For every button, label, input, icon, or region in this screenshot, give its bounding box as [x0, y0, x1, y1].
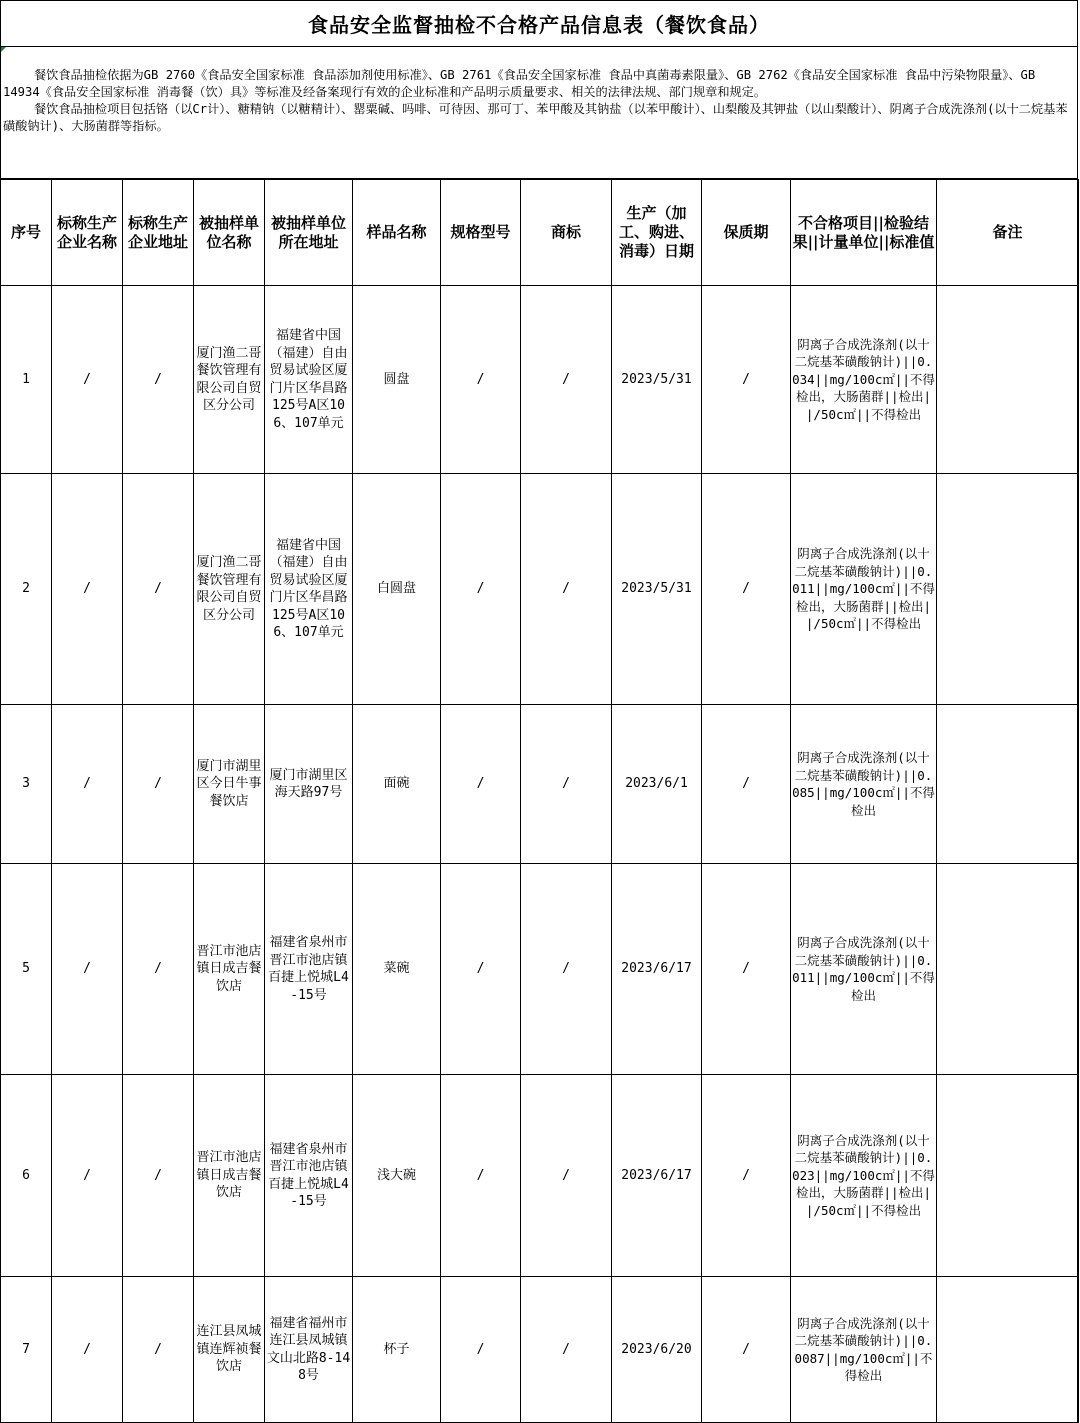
cell-remark — [937, 705, 1079, 864]
cell-no: 7 — [1, 1277, 52, 1423]
cell-unit-addr: 厦门市湖里区海天路97号 — [265, 705, 353, 864]
cell-remark — [937, 1075, 1079, 1277]
cell-unit-name: 晋江市池店镇日成吉餐饮店 — [194, 864, 265, 1075]
header-cell: 标称生产企业名称 — [52, 180, 123, 286]
cell-mfr-addr: / — [123, 1075, 194, 1277]
cell-remark — [937, 1277, 1079, 1423]
cell-result: 阴离子合成洗涤剂(以十二烷基苯磺酸钠计)||0.011||mg/100c㎡||不得检出 — [791, 864, 937, 1075]
header-cell: 被抽样单位名称 — [194, 180, 265, 286]
note-paragraph: 餐饮食品抽检依据为GB 2760《食品安全国家标准 食品添加剂使用标准》、GB 2761《食品安全国家标准 食品中真菌毒素限量》、GB 2762《食品安全国家标准 食品中污染物限量》、GB 14934《食品安全国家标准 消毒餐（饮）具》等标准及经备案现行有效的企业标准和产品明示质量要求、相关的法律法规、部门规章和规定。 — [3, 68, 1036, 99]
cell-mfr-name: / — [52, 474, 123, 705]
cell-no: 5 — [1, 864, 52, 1075]
header-cell: 标称生产企业地址 — [123, 180, 194, 286]
cell-result: 阴离子合成洗涤剂(以十二烷基苯磺酸钠计)||0.085||mg/100c㎡||不得检出 — [791, 705, 937, 864]
header-cell: 不合格项目||检验结果||计量单位||标准值 — [791, 180, 937, 286]
cell-spec: / — [441, 1277, 521, 1423]
cell-no: 6 — [1, 1075, 52, 1277]
cell-spec: / — [441, 705, 521, 864]
cell-mfr-name: / — [52, 705, 123, 864]
cell-date: 2023/5/31 — [612, 286, 702, 474]
cell-unit-name: 厦门渔二哥餐饮管理有限公司自贸区分公司 — [194, 474, 265, 705]
cell-date: 2023/6/1 — [612, 705, 702, 864]
table-row — [1, 1277, 1079, 1423]
cell-no: 1 — [1, 286, 52, 474]
header-cell: 保质期 — [702, 180, 791, 286]
cell-shelf: / — [702, 864, 791, 1075]
header-cell: 序号 — [1, 180, 52, 286]
cell-shelf: / — [702, 705, 791, 864]
cell-shelf: / — [702, 1075, 791, 1277]
cell-spec: / — [441, 474, 521, 705]
cell-date: 2023/6/17 — [612, 864, 702, 1075]
cell-sample: 杯子 — [353, 1277, 441, 1423]
cell-unit-name: 厦门市湖里区今日牛事餐饮店 — [194, 705, 265, 864]
cell-sample: 白圆盘 — [353, 474, 441, 705]
cell-brand: / — [521, 1277, 612, 1423]
header-cell: 备注 — [937, 180, 1079, 286]
header-cell: 商标 — [521, 180, 612, 286]
notes-block — [1, 47, 1077, 179]
cell-date: 2023/6/20 — [612, 1277, 702, 1423]
results-table — [0, 179, 1079, 1423]
cell-brand: / — [521, 864, 612, 1075]
table-row — [1, 474, 1079, 705]
table-row — [1, 286, 1079, 474]
cell-mfr-name: / — [52, 864, 123, 1075]
cell-date: 2023/5/31 — [612, 474, 702, 705]
cell-unit-addr: 福建省泉州市晋江市池店镇百捷上悦城L4-15号 — [265, 1075, 353, 1277]
cell-brand: / — [521, 705, 612, 864]
cell-result: 阴离子合成洗涤剂(以十二烷基苯磺酸钠计)||0.023||mg/100c㎡||不得检出，大肠菌群||检出||/50c㎡||不得检出 — [791, 1075, 937, 1277]
cell-brand: / — [521, 286, 612, 474]
cell-no: 3 — [1, 705, 52, 864]
cell-spec: / — [441, 1075, 521, 1277]
header-cell: 被抽样单位所在地址 — [265, 180, 353, 286]
cell-mfr-addr: / — [123, 705, 194, 864]
cell-sample: 圆盘 — [353, 286, 441, 474]
cell-result: 阴离子合成洗涤剂(以十二烷基苯磺酸钠计)||0.034||mg/100c㎡||不得检出，大肠菌群||检出||/50c㎡||不得检出 — [791, 286, 937, 474]
cell-mfr-addr: / — [123, 474, 194, 705]
cell-unit-name: 晋江市池店镇日成吉餐饮店 — [194, 1075, 265, 1277]
cell-mfr-addr: / — [123, 1277, 194, 1423]
cell-mfr-name: / — [52, 1277, 123, 1423]
cell-unit-addr: 福建省中国（福建）自由贸易试验区厦门片区华昌路125号A区106、107单元 — [265, 286, 353, 474]
cell-shelf: / — [702, 1277, 791, 1423]
cell-mfr-addr: / — [123, 864, 194, 1075]
cell-mfr-name: / — [52, 1075, 123, 1277]
cell-unit-addr: 福建省中国（福建）自由贸易试验区厦门片区华昌路125号A区106、107单元 — [265, 474, 353, 705]
table-header-row — [1, 180, 1079, 286]
cell-date: 2023/6/17 — [612, 1075, 702, 1277]
table-row — [1, 705, 1079, 864]
cell-spec: / — [441, 864, 521, 1075]
page-title: 食品安全监督抽检不合格产品信息表（餐饮食品） — [1, 0, 1077, 47]
header-cell: 生产（加工、购进、消毒）日期 — [612, 180, 702, 286]
cell-sample: 菜碗 — [353, 864, 441, 1075]
cell-brand: / — [521, 1075, 612, 1277]
cell-unit-addr: 福建省泉州市晋江市池店镇百捷上悦城L4-15号 — [265, 864, 353, 1075]
cell-sample: 浅大碗 — [353, 1075, 441, 1277]
cell-spec: / — [441, 286, 521, 474]
cell-remark — [937, 286, 1079, 474]
header-cell: 规格型号 — [441, 180, 521, 286]
cell-result: 阴离子合成洗涤剂(以十二烷基苯磺酸钠计)||0.011||mg/100c㎡||不得检出，大肠菌群||检出||/50c㎡||不得检出 — [791, 474, 937, 705]
table-row — [1, 1075, 1079, 1277]
cell-mfr-name: / — [52, 286, 123, 474]
cell-remark — [937, 864, 1079, 1075]
cell-no: 2 — [1, 474, 52, 705]
cell-shelf: / — [702, 474, 791, 705]
header-cell: 样品名称 — [353, 180, 441, 286]
cell-sample: 面碗 — [353, 705, 441, 864]
table-row — [1, 864, 1079, 1075]
cell-unit-name: 厦门渔二哥餐饮管理有限公司自贸区分公司 — [194, 286, 265, 474]
note-paragraph: 餐饮食品抽检项目包括铬（以Cr计）、糖精钠（以糖精计）、罂粟碱、吗啡、可待因、那可丁、苯甲酸及其钠盐（以苯甲酸计）、山梨酸及其钾盐（以山梨酸计）、阴离子合成洗涤剂(以十二烷基苯磺酸钠计)、大肠菌群等指标。 — [3, 102, 1068, 133]
cell-shelf: / — [702, 286, 791, 474]
cell-unit-name: 连江县凤城镇连辉祯餐饮店 — [194, 1277, 265, 1423]
cell-result: 阴离子合成洗涤剂(以十二烷基苯磺酸钠计)||0.0087||mg/100c㎡||不得检出 — [791, 1277, 937, 1423]
cell-comment-marker-icon — [1, 47, 6, 52]
cell-mfr-addr: / — [123, 286, 194, 474]
cell-remark — [937, 474, 1079, 705]
cell-unit-addr: 福建省福州市连江县凤城镇文山北路8-148号 — [265, 1277, 353, 1423]
cell-brand: / — [521, 474, 612, 705]
